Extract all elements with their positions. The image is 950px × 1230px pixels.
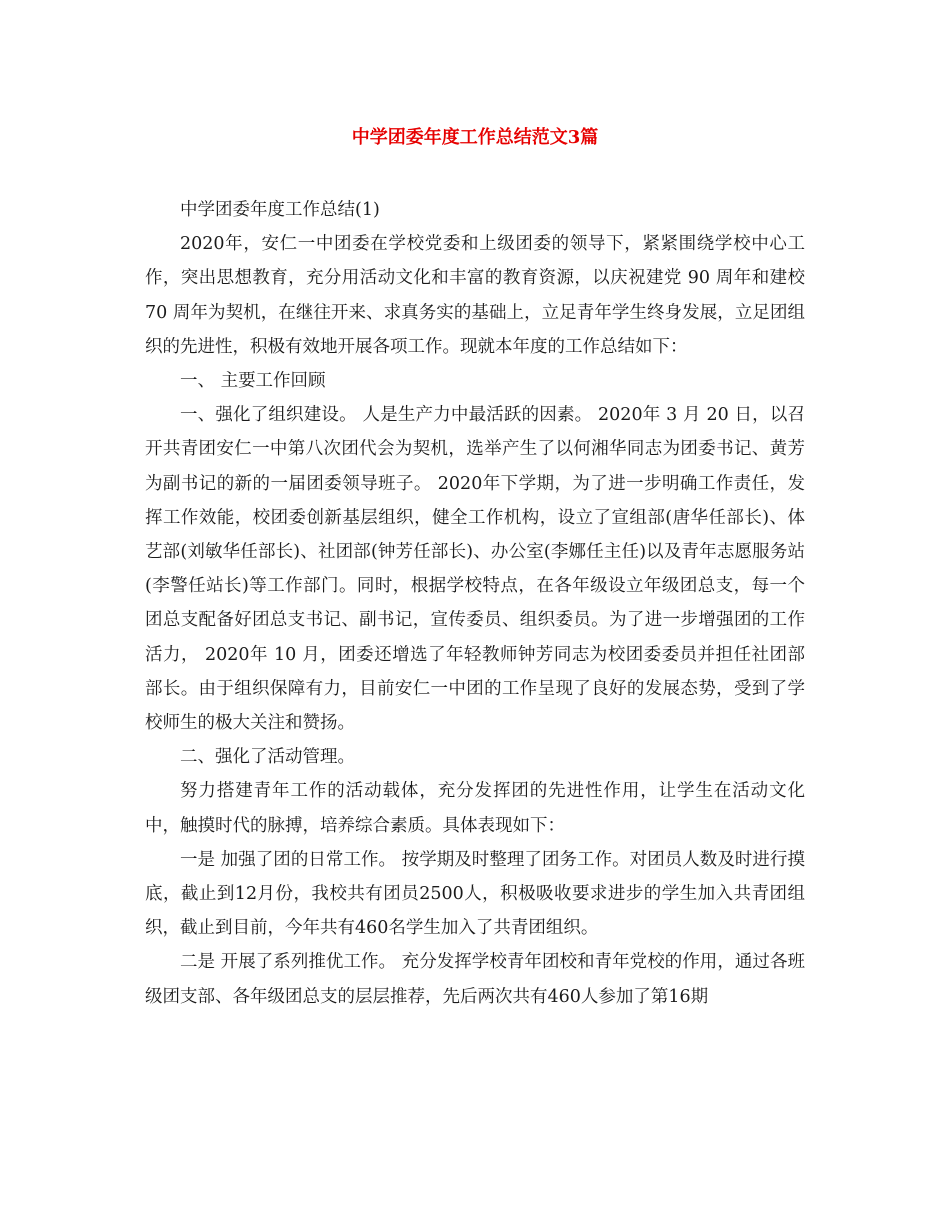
intro-paragraph: 2020年，安仁一中团委在学校党委和上级团委的领导下，紧紧围绕学校中心工作，突出思想教育，充分用活动文化和丰富的教育资源，以庆祝建党 90 周年和建校 70 周年为契机，在继往开来、求真务实的基础上，立足青年学生终身发展，立足团组织的先进性，积极有效地开展各项工作。现就本年度的工作总结如下：	[145, 234, 805, 357]
daily-work-paragraph: 一是 加强了团的日常工作。 按学期及时整理了团务工作。对团员人数及时进行摸底，截止到12月份，我校共有团员2500人，积极吸收要求进步的学生加入共青团组织，截止到目前，今年共有460名学生加入了共青团组织。	[145, 849, 805, 939]
subheading-review: 一、 主要工作回顾	[180, 371, 326, 392]
section-heading: 中学团委年度工作总结(1)	[180, 200, 380, 220]
document-body	[145, 193, 805, 1014]
activity-intro-paragraph: 努力搭建青年工作的活动载体，充分发挥团的先进性作用，让学生在活动文化中，触摸时代的脉搏，培养综合素质。具体表现如下：	[145, 781, 805, 836]
document-title: 中学团委年度工作总结范文3篇	[351, 127, 599, 148]
subheading-activity: 二、强化了活动管理。	[180, 747, 355, 768]
recommendation-paragraph: 二是 开展了系列推优工作。 充分发挥学校青年团校和青年党校的作用，通过各班级团支部、各年级团总支的层层推荐，先后两次共有460人参加了第16期	[145, 952, 805, 1007]
organization-paragraph: 一、强化了组织建设。 人是生产力中最活跃的因素。 2020年 3 月 20 日，以召开共青团安仁一中第八次团代会为契机，选举产生了以何湘华同志为团委书记、黄芳为副书记的新的一届团委领导班子。 2020年下学期，为了进一步明确工作责任，发挥工作效能，校团委创新基层组织，健全工作机构，设立了宣组部(唐华任部长)、体艺部(刘敏华任部长)、社团部(钟芳任部长)、办公室(李娜任主任)以及青年志愿服务站(李警任站长)等工作部门。同时，根据学校特点，在各年级设立年级团总支，每一个团总支配备好团总支书记、副书记，宣传委员、组织委员。为了进一步增强团的工作活力， 2020年 10 月，团委还增选了年轻教师钟芳同志为校团委委员并担任社团部部长。由于组织保障有力，目前安仁一中团的工作呈现了良好的发展态势，受到了学校师生的极大关注和赞扬。	[145, 405, 805, 734]
